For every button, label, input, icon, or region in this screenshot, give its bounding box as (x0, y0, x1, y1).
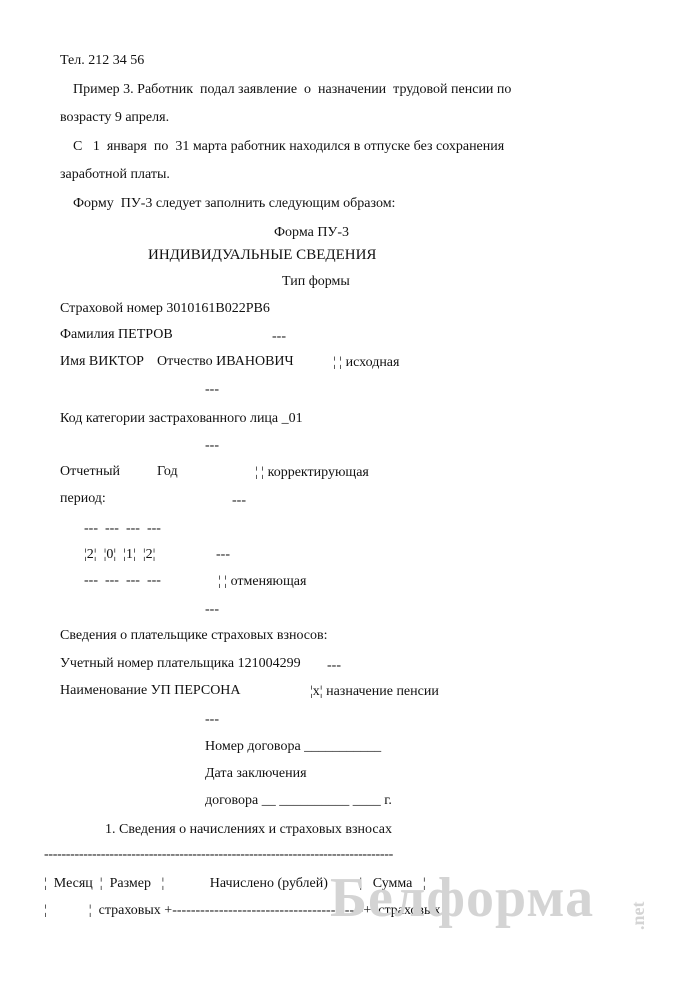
form-name: Форма ПУ-3 (274, 225, 350, 240)
contract-date-label: Дата заключения (205, 766, 307, 781)
surname: Фамилия ПЕТРОВ (60, 327, 173, 342)
box-original: ¦ ¦ исходная (333, 355, 400, 370)
table-header-row-2: ¦ ¦ страховых +-----------------------------------------+ страховых ¦ (44, 903, 447, 918)
fill-instruction: Форму ПУ-3 следует заполнить следующим образом: (73, 196, 396, 211)
table-top-rule: -------------------------------------------------------------------------------- (44, 847, 393, 862)
insurance-number: Страховой номер 3010161В022РВ6 (60, 301, 270, 316)
example-line-1: Пример 3. Работник подал заявление о назначении трудовой пенсии по (73, 82, 512, 97)
payer-number: Учетный номер плательщика 121004299 (60, 656, 301, 671)
dash-1: --- (272, 329, 286, 344)
leave-line-1: С 1 января по 31 марта работник находился в отпуске без сохранения (73, 139, 505, 154)
dash-6: --- (205, 602, 219, 617)
contract-number: Номер договора ___________ (205, 739, 382, 754)
dash-7: --- (327, 658, 341, 673)
year-box-bottom: --- --- --- --- (84, 573, 161, 588)
payer-name: Наименование УП ПЕРСОНА (60, 683, 241, 698)
contract-date-line: договора __ __________ ____ г. (205, 793, 392, 808)
category-code: Код категории застрахованного лица _01 (60, 411, 303, 426)
period-label: период: (60, 491, 106, 506)
watermark-logo: Белформа (330, 867, 595, 929)
dash-2: --- (205, 382, 219, 397)
dash-8: --- (205, 712, 219, 727)
form-title: ИНДИВИДУАЛЬНЫЕ СВЕДЕНИЯ (148, 247, 377, 263)
payer-info: Сведения о плательщике страховых взносов: (60, 628, 328, 643)
year-label: Год (157, 464, 178, 479)
section-1-title: 1. Сведения о начислениях и страховых взносах (105, 822, 392, 837)
year-digits: ¦2¦ ¦0¦ ¦1¦ ¦2¦ (84, 547, 156, 562)
form-type-label: Тип формы (282, 274, 350, 289)
example-line-2: возрасту 9 апреля. (60, 110, 170, 125)
box-cancelling: ¦ ¦ отменяющая (218, 574, 307, 589)
dash-3: --- (205, 438, 219, 453)
leave-line-2: заработной платы. (60, 167, 170, 182)
first-name: Имя ВИКТОР (60, 354, 144, 369)
patronymic: Отчество ИВАНОВИЧ (157, 354, 294, 369)
watermark-suffix: .net (628, 901, 648, 930)
table-header-row-1: ¦ Месяц ¦ Размер ¦ Начислено (рублей) ¦ Сумма ¦ (44, 876, 426, 891)
box-correcting: ¦ ¦ корректирующая (255, 465, 369, 480)
phone: Тел. 212 34 56 (60, 53, 145, 68)
box-pension: ¦x¦ назначение пенсии (310, 684, 439, 699)
reporting-label: Отчетный (60, 464, 120, 479)
dash-4: --- (232, 493, 246, 508)
dash-5: --- (216, 547, 230, 562)
year-box-top: --- --- --- --- (84, 521, 161, 536)
